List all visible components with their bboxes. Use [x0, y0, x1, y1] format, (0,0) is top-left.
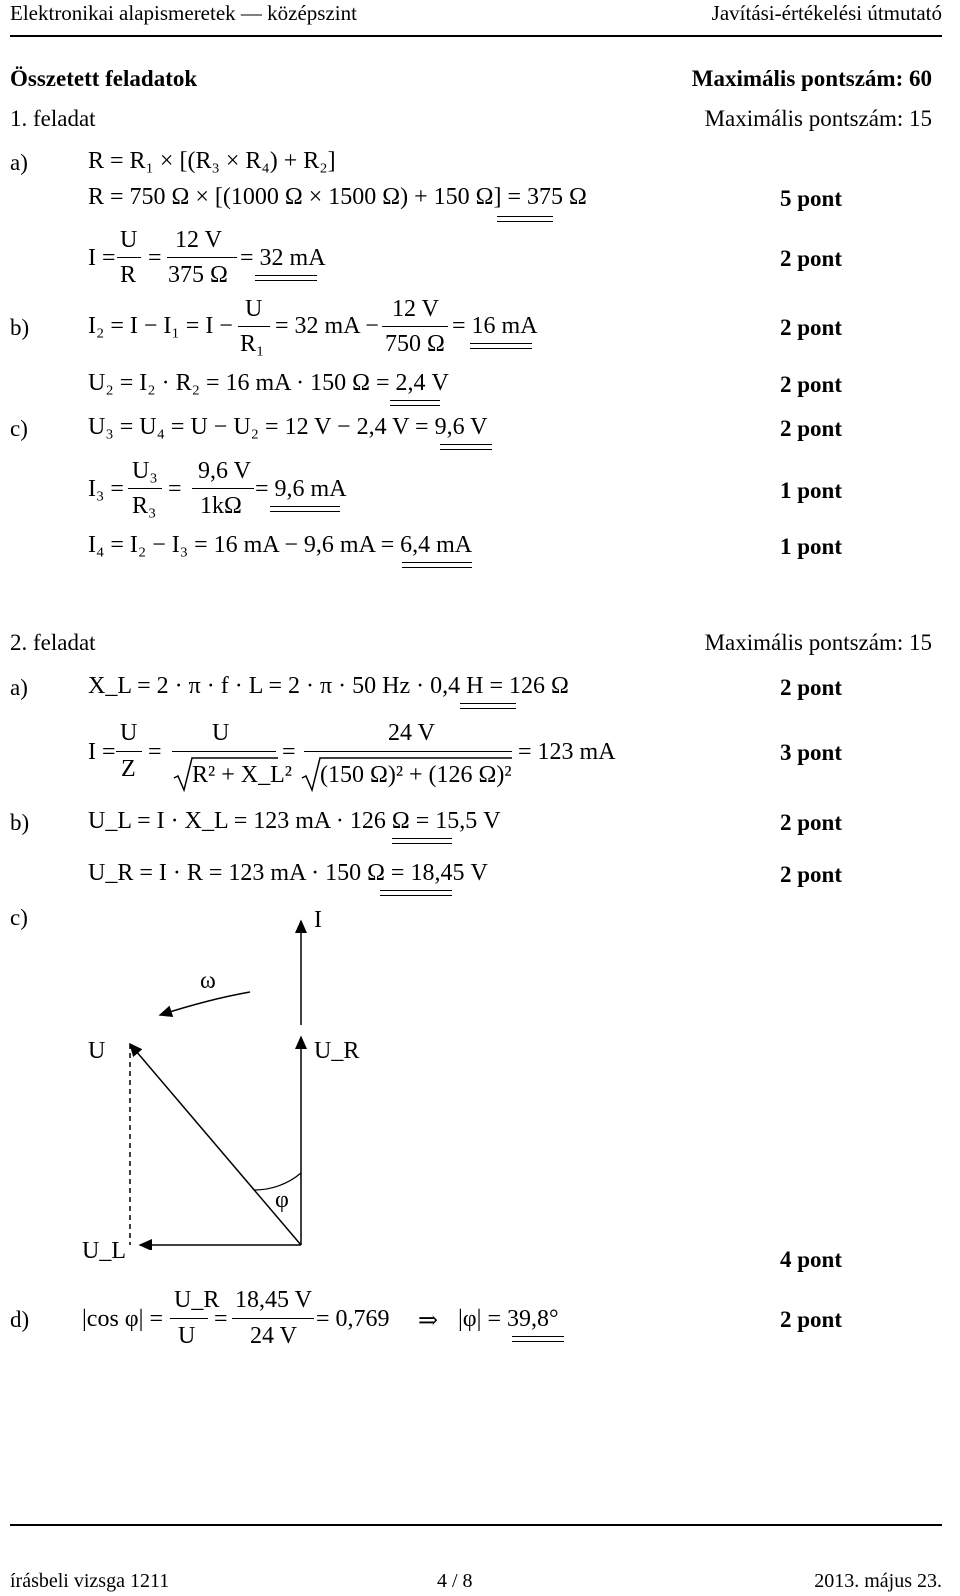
task2-a2-den1: Z [121, 756, 136, 782]
task1-max: Maximális pontszám: 15 [704, 106, 932, 131]
task2-a2-eq1: = [148, 739, 162, 765]
task2-d-den2: 24 V [250, 1323, 297, 1349]
header-right: Javítási-értékelési útmutató [711, 1, 942, 25]
task1-c1-pont: 2 pont [780, 416, 842, 441]
task2-a-label: a) [10, 675, 28, 700]
task1-c2-num1: U₃ [132, 458, 158, 484]
task2-a2-num2: U [212, 720, 230, 746]
diagram-ul-label: U_L [82, 1238, 126, 1264]
task2-d-final: |φ| = 39,8° [458, 1306, 559, 1332]
result-underline [460, 703, 516, 709]
task2-d-res: = 0,769 [316, 1306, 390, 1332]
task2-b2: U_R = I · R = 123 mA · 150 Ω = 18,45 V [88, 860, 488, 886]
task1-c2-eq: = [168, 476, 182, 502]
task1-a3-res: = 32 mA [240, 245, 326, 271]
result-underline [497, 216, 553, 222]
task2-d-den1: U [178, 1323, 196, 1349]
task1-b1-num1: U [245, 296, 263, 322]
diagram-u-label: U [88, 1038, 106, 1064]
fraction-bar [172, 751, 276, 752]
task2-b1-pont: 2 pont [780, 810, 842, 835]
fraction-bar [170, 1318, 208, 1319]
task2-b2-pont: 2 pont [780, 862, 842, 887]
task1-a3-eq: = [148, 245, 162, 271]
fraction-bar [382, 326, 448, 327]
diagram-ur-label: U_R [314, 1038, 360, 1064]
task2-d-num2: 18,45 V [235, 1287, 312, 1313]
fraction-bar [232, 1318, 314, 1319]
diagram-current-label: I [314, 907, 322, 933]
task1-c2-den1: R₃ [132, 493, 157, 519]
task2-a2-den2: R² + X_L² [192, 762, 292, 788]
section-title: Összetett feladatok [10, 66, 198, 91]
result-underline [512, 1336, 564, 1342]
task2-d-label: d) [10, 1307, 30, 1332]
fraction-bar [117, 257, 141, 258]
footer-left: írásbeli vizsga 1211 [10, 1570, 170, 1592]
task1-b1-den1: R₁ [240, 331, 265, 357]
result-underline [392, 838, 452, 844]
task2-title: 2. feladat [10, 630, 96, 655]
footer-divider [10, 1524, 942, 1526]
fraction-bar [304, 751, 512, 752]
phasor-diagram [80, 905, 380, 1250]
fraction-bar [116, 751, 142, 752]
task2-b-label: b) [10, 810, 30, 835]
task1-a3-num1: U [120, 227, 138, 253]
task2-max: Maximális pontszám: 15 [704, 630, 932, 655]
task1-a-label: a) [10, 150, 28, 175]
fraction-bar [167, 257, 237, 258]
task2-a2-res: = 123 mA [518, 739, 616, 765]
footer-page-number: 4 / 8 [437, 1570, 473, 1592]
task2-d-num1: U_R [174, 1287, 220, 1313]
result-underline [255, 275, 317, 281]
task2-c-label: c) [10, 905, 28, 930]
result-underline [470, 343, 532, 349]
task1-c3-pont: 1 pont [780, 534, 842, 559]
result-underline [390, 400, 440, 406]
task1-c2-den2: 1kΩ [200, 493, 242, 519]
task2-a2-num3: 24 V [388, 720, 435, 746]
voltage-phasor [130, 1044, 301, 1245]
task1-b1-pont: 2 pont [780, 315, 842, 340]
task1-a-eq2: R = 750 Ω × [(1000 Ω × 1500 Ω) + 150 Ω] = 375 Ω [88, 184, 587, 210]
task2-a2-lhs: I = [88, 739, 116, 765]
fraction-bar [238, 326, 270, 327]
task2-a1-pont: 2 pont [780, 675, 842, 700]
task2-d-lhs: |cos φ| = [82, 1306, 163, 1332]
task1-b1-mid: = 32 mA − [275, 313, 379, 339]
result-underline [380, 890, 452, 896]
task2-a2-eq2: = [282, 739, 296, 765]
task1-b2: U₂ = I₂ · R₂ = 16 mA · 150 Ω = 2,4 V [88, 370, 449, 396]
fraction-bar [192, 488, 254, 489]
task1-a3-num2: 12 V [175, 227, 222, 253]
diagram-phi-label: φ [275, 1187, 289, 1213]
task1-title: 1. feladat [10, 106, 96, 131]
task1-c2-lhs: I₃ = [88, 476, 124, 502]
task2-c-pont: 4 pont [780, 1247, 842, 1272]
task2-a2-pont: 3 pont [780, 740, 842, 765]
task2-a1: X_L = 2 · π · f · L = 2 · π · 50 Hz · 0,4 H = 126 Ω [88, 673, 569, 699]
task2-d-pont: 2 pont [780, 1307, 842, 1332]
task1-a3-den2: 375 Ω [168, 262, 228, 288]
task1-b1-res: = 16 mA [452, 313, 538, 339]
task1-c-label: c) [10, 416, 28, 441]
task1-b1-den2: 750 Ω [385, 331, 445, 357]
task1-c3: I₄ = I₂ − I₃ = 16 mA − 9,6 mA = 6,4 mA [88, 532, 473, 558]
task1-a2-pont: 5 pont [780, 186, 842, 211]
task1-c2-pont: 1 pont [780, 478, 842, 503]
header-divider [10, 35, 942, 37]
task1-b1-num2: 12 V [392, 296, 439, 322]
task1-b-label: b) [10, 315, 30, 340]
header-left: Elektronikai alapismeretek — középszint [10, 1, 357, 25]
task1-c2-res: = 9,6 mA [255, 476, 347, 502]
fraction-bar [128, 488, 162, 489]
result-underline [440, 444, 492, 450]
implies-arrow-icon: ⇒ [418, 1308, 439, 1334]
task1-a3-pont: 2 pont [780, 246, 842, 271]
result-underline [402, 562, 472, 568]
task1-a3-lhs: I = [88, 245, 116, 271]
task1-b1-lhs: I₂ = I − I₁ = I − [88, 313, 233, 339]
task1-c1: U₃ = U₄ = U − U₂ = 12 V − 2,4 V = 9,6 V [88, 414, 488, 440]
task1-a-eq1: R = R₁ × [(R₃ × R₄) + R₂] [88, 148, 336, 174]
omega-arrow-icon [160, 992, 250, 1015]
footer-right: 2013. május 23. [814, 1570, 942, 1592]
diagram-omega-label: ω [200, 968, 216, 994]
task1-a3-den1: R [120, 262, 137, 288]
result-underline [270, 506, 340, 512]
task2-a2-num1: U [120, 720, 138, 746]
task2-b1: U_L = I · X_L = 123 mA · 126 Ω = 15,5 V [88, 808, 501, 834]
task2-d-eq: = [214, 1306, 228, 1332]
task1-c2-num2: 9,6 V [198, 458, 251, 484]
task2-a2-den3: (150 Ω)² + (126 Ω)² [320, 762, 512, 788]
task1-b2-pont: 2 pont [780, 372, 842, 397]
section-max: Maximális pontszám: 60 [691, 66, 932, 91]
